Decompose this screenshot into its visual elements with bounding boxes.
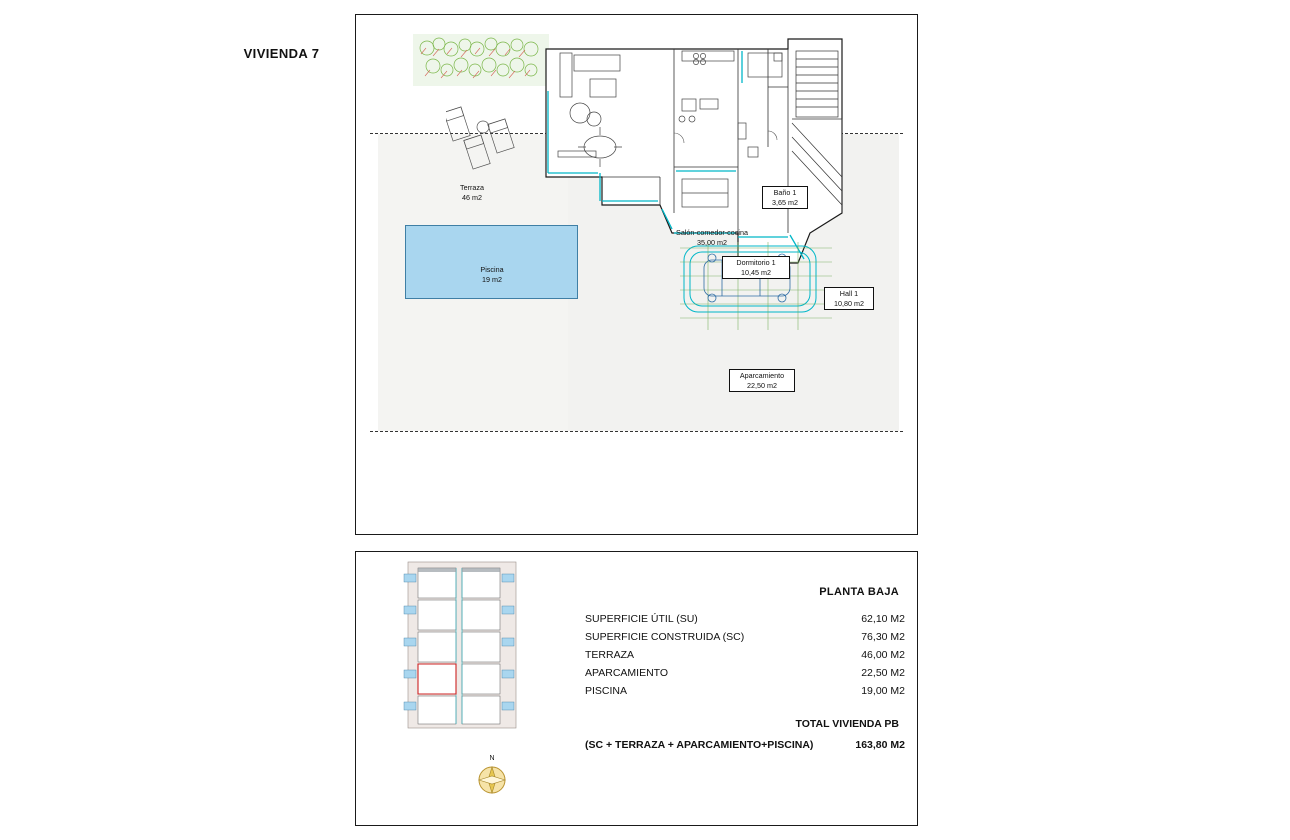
area-label: SUPERFICIE ÚTIL (SU) [585,613,698,625]
area-value: 19,00 M2 [861,685,905,697]
compass-rose: N [470,755,514,799]
total-row [585,739,905,751]
total-formula: (SC + TERRAZA + APARCAMIENTO+PISCINA) [585,739,814,751]
area-value: 22,50 M2 [861,667,905,679]
area-row [585,682,905,700]
page-title: VIVIENDA 7 [243,46,320,61]
label-hall-1: Hall 1 10,80 m2 [824,287,874,310]
area-value: 62,10 M2 [861,613,905,625]
key-site-plan [400,560,530,740]
areas-heading: PLANTA BAJA [819,586,899,598]
areas-summary [585,586,905,751]
area-row [585,628,905,646]
area-row [585,646,905,664]
area-label: SUPERFICIE CONSTRUIDA (SC) [585,631,745,643]
total-block [585,718,905,751]
label-terraza: Terraza 46 m2 [460,183,484,202]
label-salon: Salón-comedor-cocina 35,00 m2 [676,228,748,247]
total-value: 163,80 M2 [855,739,905,751]
area-row [585,610,905,628]
label-dormitorio-1: Dormitorio 1 10,45 m2 [722,256,790,279]
area-label: PISCINA [585,685,628,697]
label-piscina: Piscina 19 m2 [480,265,504,284]
plot-boundary-bottom [370,431,903,432]
floor-plan [356,15,917,534]
area-value: 76,30 M2 [861,631,905,643]
area-value: 46,00 M2 [861,649,905,661]
parking-area [678,240,838,336]
garden-planting [413,34,549,86]
area-label: APARCAMIENTO [585,667,669,679]
total-heading: TOTAL VIVIENDA PB [795,718,899,730]
area-row [585,664,905,682]
label-aparcamiento: Aparcamiento 22,50 m2 [729,369,795,392]
area-label: TERRAZA [585,649,635,661]
label-bano-1: Baño 1 3,65 m2 [762,186,808,209]
terrace-furniture [446,101,534,181]
